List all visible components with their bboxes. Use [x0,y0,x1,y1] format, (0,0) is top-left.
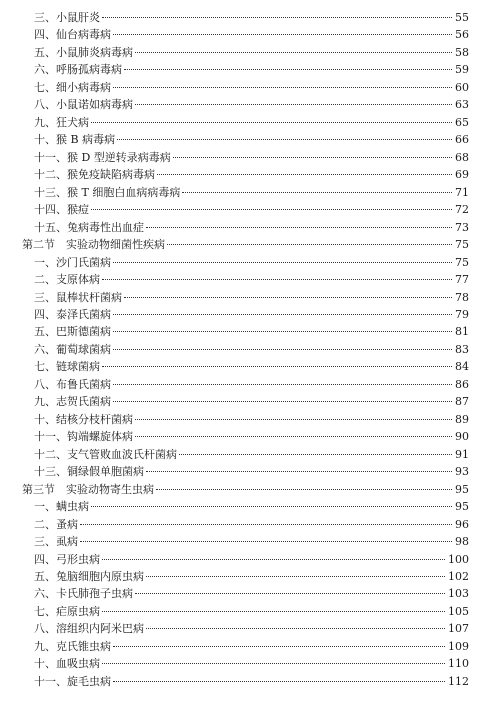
toc-section-heading [22,481,469,498]
toc-entry-title: 七、疟原虫病 [34,604,100,618]
toc-entry [22,201,469,218]
toc-entry-title: 十二、支气管败血波氏杆菌病 [34,447,177,461]
toc-page-number: 89 [455,412,469,426]
dot-leader [102,608,445,612]
toc-entry-title: 二、蚤病 [34,517,78,531]
toc-page-number: 81 [455,325,469,339]
toc-entry [22,498,469,515]
toc-entry [22,341,469,358]
dot-leader [167,241,452,245]
toc-entry [22,254,469,271]
dot-leader [173,154,452,158]
dot-leader [91,119,452,123]
toc-page-number: 96 [455,517,469,531]
dot-leader [146,573,445,577]
toc-entry-title: 十一、钩端螺旋体病 [34,430,133,444]
toc-page-number: 110 [448,657,469,671]
toc-page-number: 95 [455,500,469,514]
toc-page-number: 91 [455,447,469,461]
toc-entry-title: 九、克氏锥虫病 [34,639,111,653]
toc-entry-title: 四、弓形虫病 [34,552,100,566]
toc-entry [22,219,469,236]
dot-leader [113,31,452,35]
toc-entry-title: 十一、旋毛虫病 [34,674,111,688]
dot-leader [102,363,452,367]
toc-page-number: 79 [455,307,469,321]
toc-page-number: 84 [455,360,469,374]
dot-leader [124,66,452,70]
dot-leader [146,468,452,472]
toc-page-number: 72 [455,203,469,217]
toc-page-number: 71 [455,185,469,199]
toc-entry-title: 五、小鼠肺炎病毒病 [34,45,133,59]
toc-entry [22,603,469,620]
toc-section-heading [22,236,469,253]
dot-leader [135,590,445,594]
toc-page-number: 69 [455,168,469,182]
dot-leader [91,206,452,210]
toc-entry [22,96,469,113]
toc-entry-title: 七、链球菌病 [34,360,100,374]
toc-entry [22,638,469,655]
toc-entry-title: 八、溶组织内阿米巴病 [34,622,144,636]
dot-leader [135,49,452,53]
toc-entry [22,568,469,585]
toc-entry-title: 三、鼠棒状杆菌病 [34,290,122,304]
toc-page-number: 55 [455,11,469,24]
toc-page-number: 77 [455,273,469,287]
toc-entry [22,114,469,131]
toc-entry [22,551,469,568]
toc-entry-title: 一、螨虫病 [34,500,89,514]
toc-entry-title: 十、结核分枝杆菌病 [34,412,133,426]
toc-entry-title: 八、小鼠诺如病毒病 [34,98,133,112]
toc-entry-title: 十五、兔病毒性出血症 [34,220,144,234]
dot-leader [102,276,452,280]
toc-page-number: 93 [455,465,469,479]
dot-leader [135,101,452,105]
toc-entry [22,323,469,340]
toc-page-number: 75 [455,255,469,269]
toc-entry-title: 四、泰泽氏菌病 [34,307,111,321]
dot-leader [113,381,452,385]
toc-entry [22,44,469,61]
toc-entry [22,358,469,375]
toc-entry [22,376,469,393]
toc-entry-title: 六、呼肠孤病毒病 [34,63,122,77]
toc-entry [22,411,469,428]
toc-page-number: 95 [455,482,469,496]
toc-page-number: 65 [455,115,469,129]
toc-entry-title: 三、小鼠肝炎 [34,11,100,24]
toc-entry-title: 十二、猴免疫缺陷病毒病 [34,168,155,182]
toc-entry-title: 十一、猴 D 型逆转录病毒病 [34,150,171,164]
dot-leader [102,660,445,664]
toc-entry-title: 十、猴 B 病毒病 [34,133,116,147]
toc-entry [22,26,469,43]
dot-leader [113,311,452,315]
toc-entry-title: 九、狂犬病 [34,115,89,129]
toc-page-number: 60 [455,80,469,94]
toc-page-number: 98 [455,535,469,549]
toc-entry-title: 八、布鲁氏菌病 [34,377,111,391]
dot-leader [113,84,452,88]
toc-entry-title: 十、血吸虫病 [34,657,100,671]
toc-page-number: 109 [448,639,469,653]
toc-entry [22,428,469,445]
toc-entry [22,446,469,463]
toc-entry [22,271,469,288]
toc-entry [22,61,469,78]
toc-page-number: 56 [455,28,469,42]
dot-leader [146,625,445,629]
dot-leader [124,294,452,298]
toc-entry [22,306,469,323]
toc-entry-title: 七、细小病毒病 [34,80,111,94]
toc-entry [22,9,469,26]
table-of-contents [22,9,469,690]
toc-page-number: 63 [455,98,469,112]
toc-entry [22,585,469,602]
toc-page-number: 68 [455,150,469,164]
dot-leader [135,416,452,420]
toc-entry [22,184,469,201]
toc-entry-title: 五、兔脑细胞内原虫病 [34,570,144,583]
toc-entry-title: 第三节 实验动物寄生虫病 [22,482,154,496]
dot-leader [113,328,452,332]
toc-entry [22,620,469,637]
toc-entry-title: 四、仙台病毒病 [34,28,111,42]
toc-entry [22,655,469,672]
toc-page-number: 103 [448,587,469,601]
toc-page-number: 59 [455,63,469,77]
dot-leader [91,503,452,507]
toc-page-number: 58 [455,45,469,59]
dot-leader [156,486,452,490]
toc-entry [22,463,469,480]
dot-leader [102,14,452,18]
dot-leader [113,346,452,350]
toc-entry [22,166,469,183]
toc-entry-title: 九、志贺氏菌病 [34,395,111,409]
dot-leader [182,189,452,193]
toc-page-number: 100 [448,552,469,566]
toc-page-number: 78 [455,290,469,304]
toc-entry-title: 六、葡萄球菌病 [34,342,111,356]
dot-leader [113,643,445,647]
toc-entry-title: 十四、猴痘 [34,203,89,217]
dot-leader [113,259,452,263]
dot-leader [117,136,452,140]
toc-page-number: 87 [455,395,469,409]
toc-page-number: 83 [455,342,469,356]
toc-page-number: 66 [455,133,469,147]
toc-page-number: 105 [448,604,469,618]
toc-page-number: 102 [448,570,469,583]
dot-leader [80,538,452,542]
dot-leader [113,398,452,402]
toc-entry [22,79,469,96]
toc-entry-title: 三、虱病 [34,535,78,549]
toc-entry [22,673,469,690]
dot-leader [80,521,452,525]
toc-entry-title: 一、沙门氏菌病 [34,255,111,269]
toc-entry-title: 五、巴斯德菌病 [34,325,111,339]
toc-page-number: 90 [455,430,469,444]
toc-entry [22,533,469,550]
toc-page-number: 75 [455,238,469,252]
dot-leader [157,171,452,175]
toc-entry [22,516,469,533]
dot-leader [113,678,445,682]
toc-page-number: 107 [448,622,469,636]
dot-leader [135,433,452,437]
toc-entry [22,289,469,306]
toc-page-number: 112 [448,674,469,688]
toc-page-number: 86 [455,377,469,391]
toc-entry-title: 十三、铜绿假单胞菌病 [34,465,144,479]
toc-entry-title: 二、支原体病 [34,273,100,287]
toc-entry [22,131,469,148]
toc-entry-title: 六、卡氏肺孢子虫病 [34,587,133,601]
toc-entry [22,149,469,166]
dot-leader [146,224,452,228]
toc-page-number: 73 [455,220,469,234]
dot-leader [179,451,452,455]
dot-leader [102,556,445,560]
toc-entry-title: 第二节 实验动物细菌性疾病 [22,238,165,252]
toc-entry-title: 十三、猴 T 细胞白血病病毒病 [34,185,181,199]
toc-entry [22,393,469,410]
